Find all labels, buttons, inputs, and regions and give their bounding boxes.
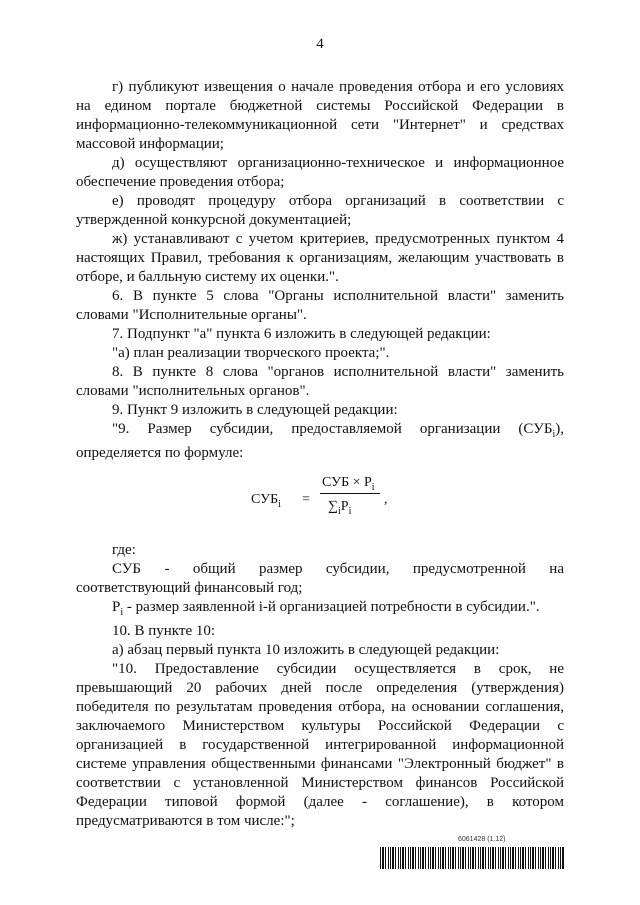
paragraph-p-def bbox=[76, 598, 564, 622]
p-definition: - размер заявленной i-й организацией потребности в субсидии.". bbox=[126, 599, 540, 615]
paragraph-sub-def: СУБ - общий размер субсидии, предусмотренной на соответствующий финансовый год; bbox=[76, 561, 564, 596]
fraction-bar bbox=[320, 493, 380, 494]
paragraph-where: где: bbox=[112, 542, 136, 558]
formula-denominator: $\sum_iP_i$ bbox=[328, 499, 352, 517]
paragraph-item-10-text: "10. Предоставление субсидии осуществляется в срок, не превышающий 20 рабочих дней после определения (утверждения) победителя по результатам проведения отбора, на основании соглашения, заключаемого Министерством культуры Российской Федерации с организацией в государственной интегрированной информационной системе управления общественными финансами "Электронный бюджет" в соответствии с установленной Министерством финансов Российской Федерации типовой формой (далее - соглашение), в котором предусматриваются в том числе:"; bbox=[76, 661, 564, 829]
formula-comma: , bbox=[384, 492, 388, 507]
formula-equals: = bbox=[302, 492, 310, 507]
paragraph-item-10: 10. В пункте 10: bbox=[112, 623, 216, 639]
paragraph-item-8: 8. В пункте 8 слова "органов исполнительной власти" заменить словами "исполнительных органов". bbox=[76, 364, 564, 399]
p-symbol: $P_i$ bbox=[112, 599, 124, 618]
item-9-tail: определяется по формуле: bbox=[76, 445, 244, 461]
formula-numerator: СУБ × $P_i$ bbox=[322, 475, 375, 493]
paragraph-item-9: 9. Пункт 9 изложить в следующей редакции: bbox=[112, 402, 398, 418]
inline-formula: $(СУБ_i)$, bbox=[518, 421, 564, 440]
item-9-text: "9. Размер субсидии, предоставляемой организации bbox=[112, 421, 501, 437]
paragraph-item-6: 6. В пункте 5 слова "Органы исполнительной власти" заменить словами "Исполнительные органы". bbox=[76, 288, 564, 323]
paragraph-item-9-text bbox=[76, 420, 564, 463]
document-code: 6061428 (1.12) bbox=[458, 836, 506, 843]
subsidy-formula bbox=[76, 471, 564, 529]
paragraph-g: г) публикуют извещения о начале проведения отбора и его условиях на едином портале бюджетной системы Российской Федерации в информационно-телекоммуникационной сети "Интернет" и средствах массовой информации; bbox=[76, 79, 564, 152]
document-body bbox=[76, 78, 564, 831]
formula-lhs: $СУБ_i$ bbox=[251, 492, 281, 510]
barcode bbox=[380, 847, 564, 869]
paragraph-d: д) осуществляют организационно-техническое и информационное обеспечение проведения отбора; bbox=[76, 155, 564, 190]
page-number: 4 bbox=[316, 36, 324, 52]
paragraph-zh: ж) устанавливают с учетом критериев, предусмотренных пунктом 4 настоящих Правил, требования к организациям, желающим участвовать в отборе, и балльную систему их оценки.". bbox=[76, 231, 564, 285]
paragraph-item-7: 7. Подпункт "а" пункта 6 изложить в следующей редакции: bbox=[112, 326, 491, 342]
paragraph-e: е) проводят процедуру отбора организаций в соответствии с утвержденной конкурсной документацией; bbox=[76, 193, 564, 228]
paragraph-item-10-a: а) абзац первый пункта 10 изложить в следующей редакции: bbox=[112, 642, 500, 658]
paragraph-item-7-text: "а) план реализации творческого проекта;". bbox=[112, 345, 390, 361]
